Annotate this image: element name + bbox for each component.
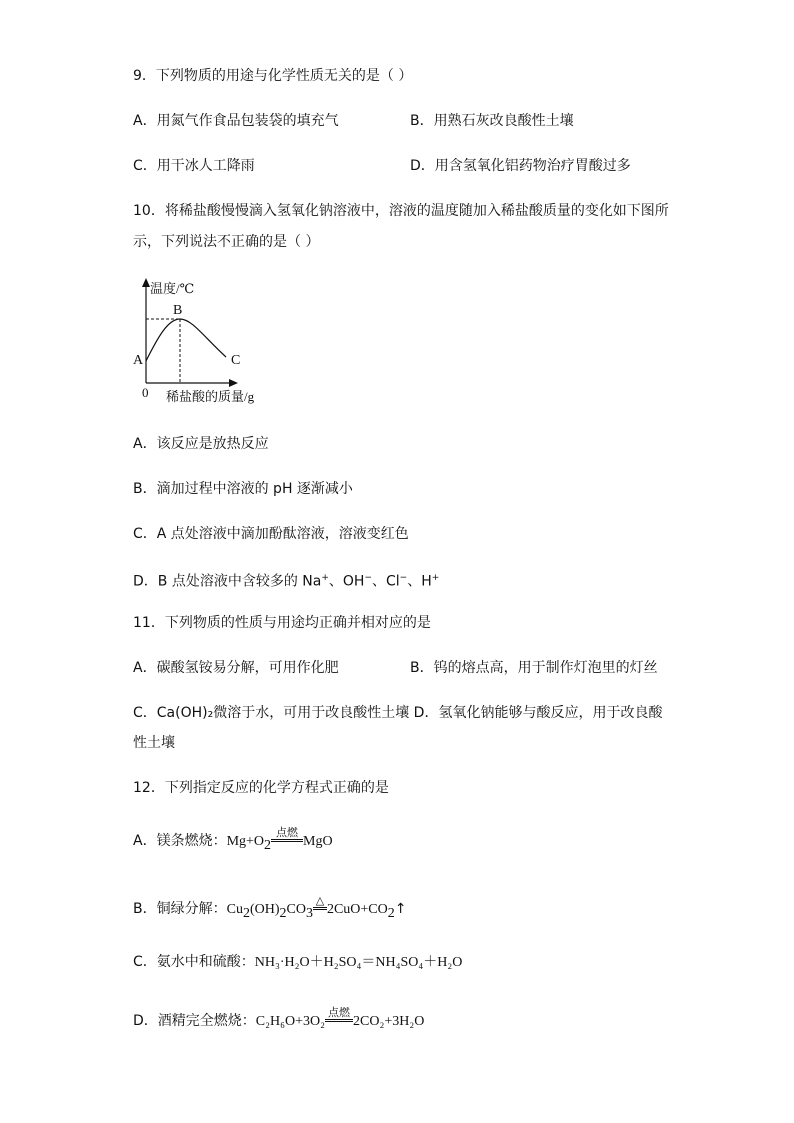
point-c-label: C [231,353,241,368]
q9-stem: 9．下列物质的用途与化学性质无关的是（ ） [133,68,413,84]
q11-option-c-d: C．Ca(OH)₂微溶于水，可用于改良酸性土壤 D．氢氧化钠能够与酸反应，用于改良酸 [133,705,663,721]
q9-option-b: B．用熟石灰改良酸性土壤 [410,113,574,129]
q12-option-c: C．氨水中和硫酸：NH₃·H₂O＋H₂SO₄＝NH₄SO₄＋H₂O [133,954,463,970]
q10-stem-line1: 10．将稀盐酸慢慢滴入氢氧化钠溶液中，溶液的温度随加入稀盐酸质量的变化如下图所 [133,203,669,219]
q10-option-b: B．滴加过程中溶液的 pH 逐渐减小 [133,481,353,497]
y-axis-label: 温度/℃ [150,281,195,296]
origin-label: 0 [142,385,149,400]
q12-option-d: D．酒精完全燃烧：C₂H₆O+3O₂ 点燃 2CO₂+3H₂O [133,1005,425,1029]
q12-option-a: A．镁条燃烧：$Mg+O_2$ 点燃 MgO [133,825,333,853]
q12-option-b: B．铜绿分解：$Cu_2(OH)_2CO_3$ △ $2CuO+CO_2↑$ [133,893,407,921]
q11-option-d-cont: 性土壤 [133,735,175,751]
y-axis-arrow [142,278,150,287]
condition-arrow: 点燃 [271,827,303,848]
temperature-graph [128,275,278,410]
condition-arrow: 点燃 [325,1007,353,1028]
q11-option-b: B．钨的熔点高，用于制作灯泡里的灯丝 [410,660,658,676]
q9-option-d: D．用含氢氧化铝药物治疗胃酸过多 [410,158,631,174]
condition-arrow: △ [313,895,327,916]
q12-stem: 12．下列指定反应的化学方程式正确的是 [133,780,389,796]
q10-option-a: A．该反应是放热反应 [133,436,269,452]
x-axis-arrow [229,379,238,387]
q10-stem-line2: 示，下列说法不正确的是（ ） [133,234,320,250]
q11-stem: 11．下列物质的性质与用途均正确并相对应的是 [133,615,431,631]
q10-option-d: D．B 点处溶液中含较多的 Na+、OH−、Cl−、H+ [133,573,440,590]
q9-option-a: A．用氮气作食品包装袋的填充气 [133,113,339,129]
point-b-label: B [173,303,183,318]
q10-option-c: C．A 点处溶液中滴加酚酞溶液，溶液变红色 [133,526,409,542]
q9-option-c: C．用干冰人工降雨 [133,158,255,174]
q11-option-a: A．碳酸氢铵易分解，可用作化肥 [133,660,339,676]
point-a-label: A [133,353,144,368]
temperature-curve [146,319,226,361]
x-axis-label: 稀盐酸的质量/g [166,389,255,404]
